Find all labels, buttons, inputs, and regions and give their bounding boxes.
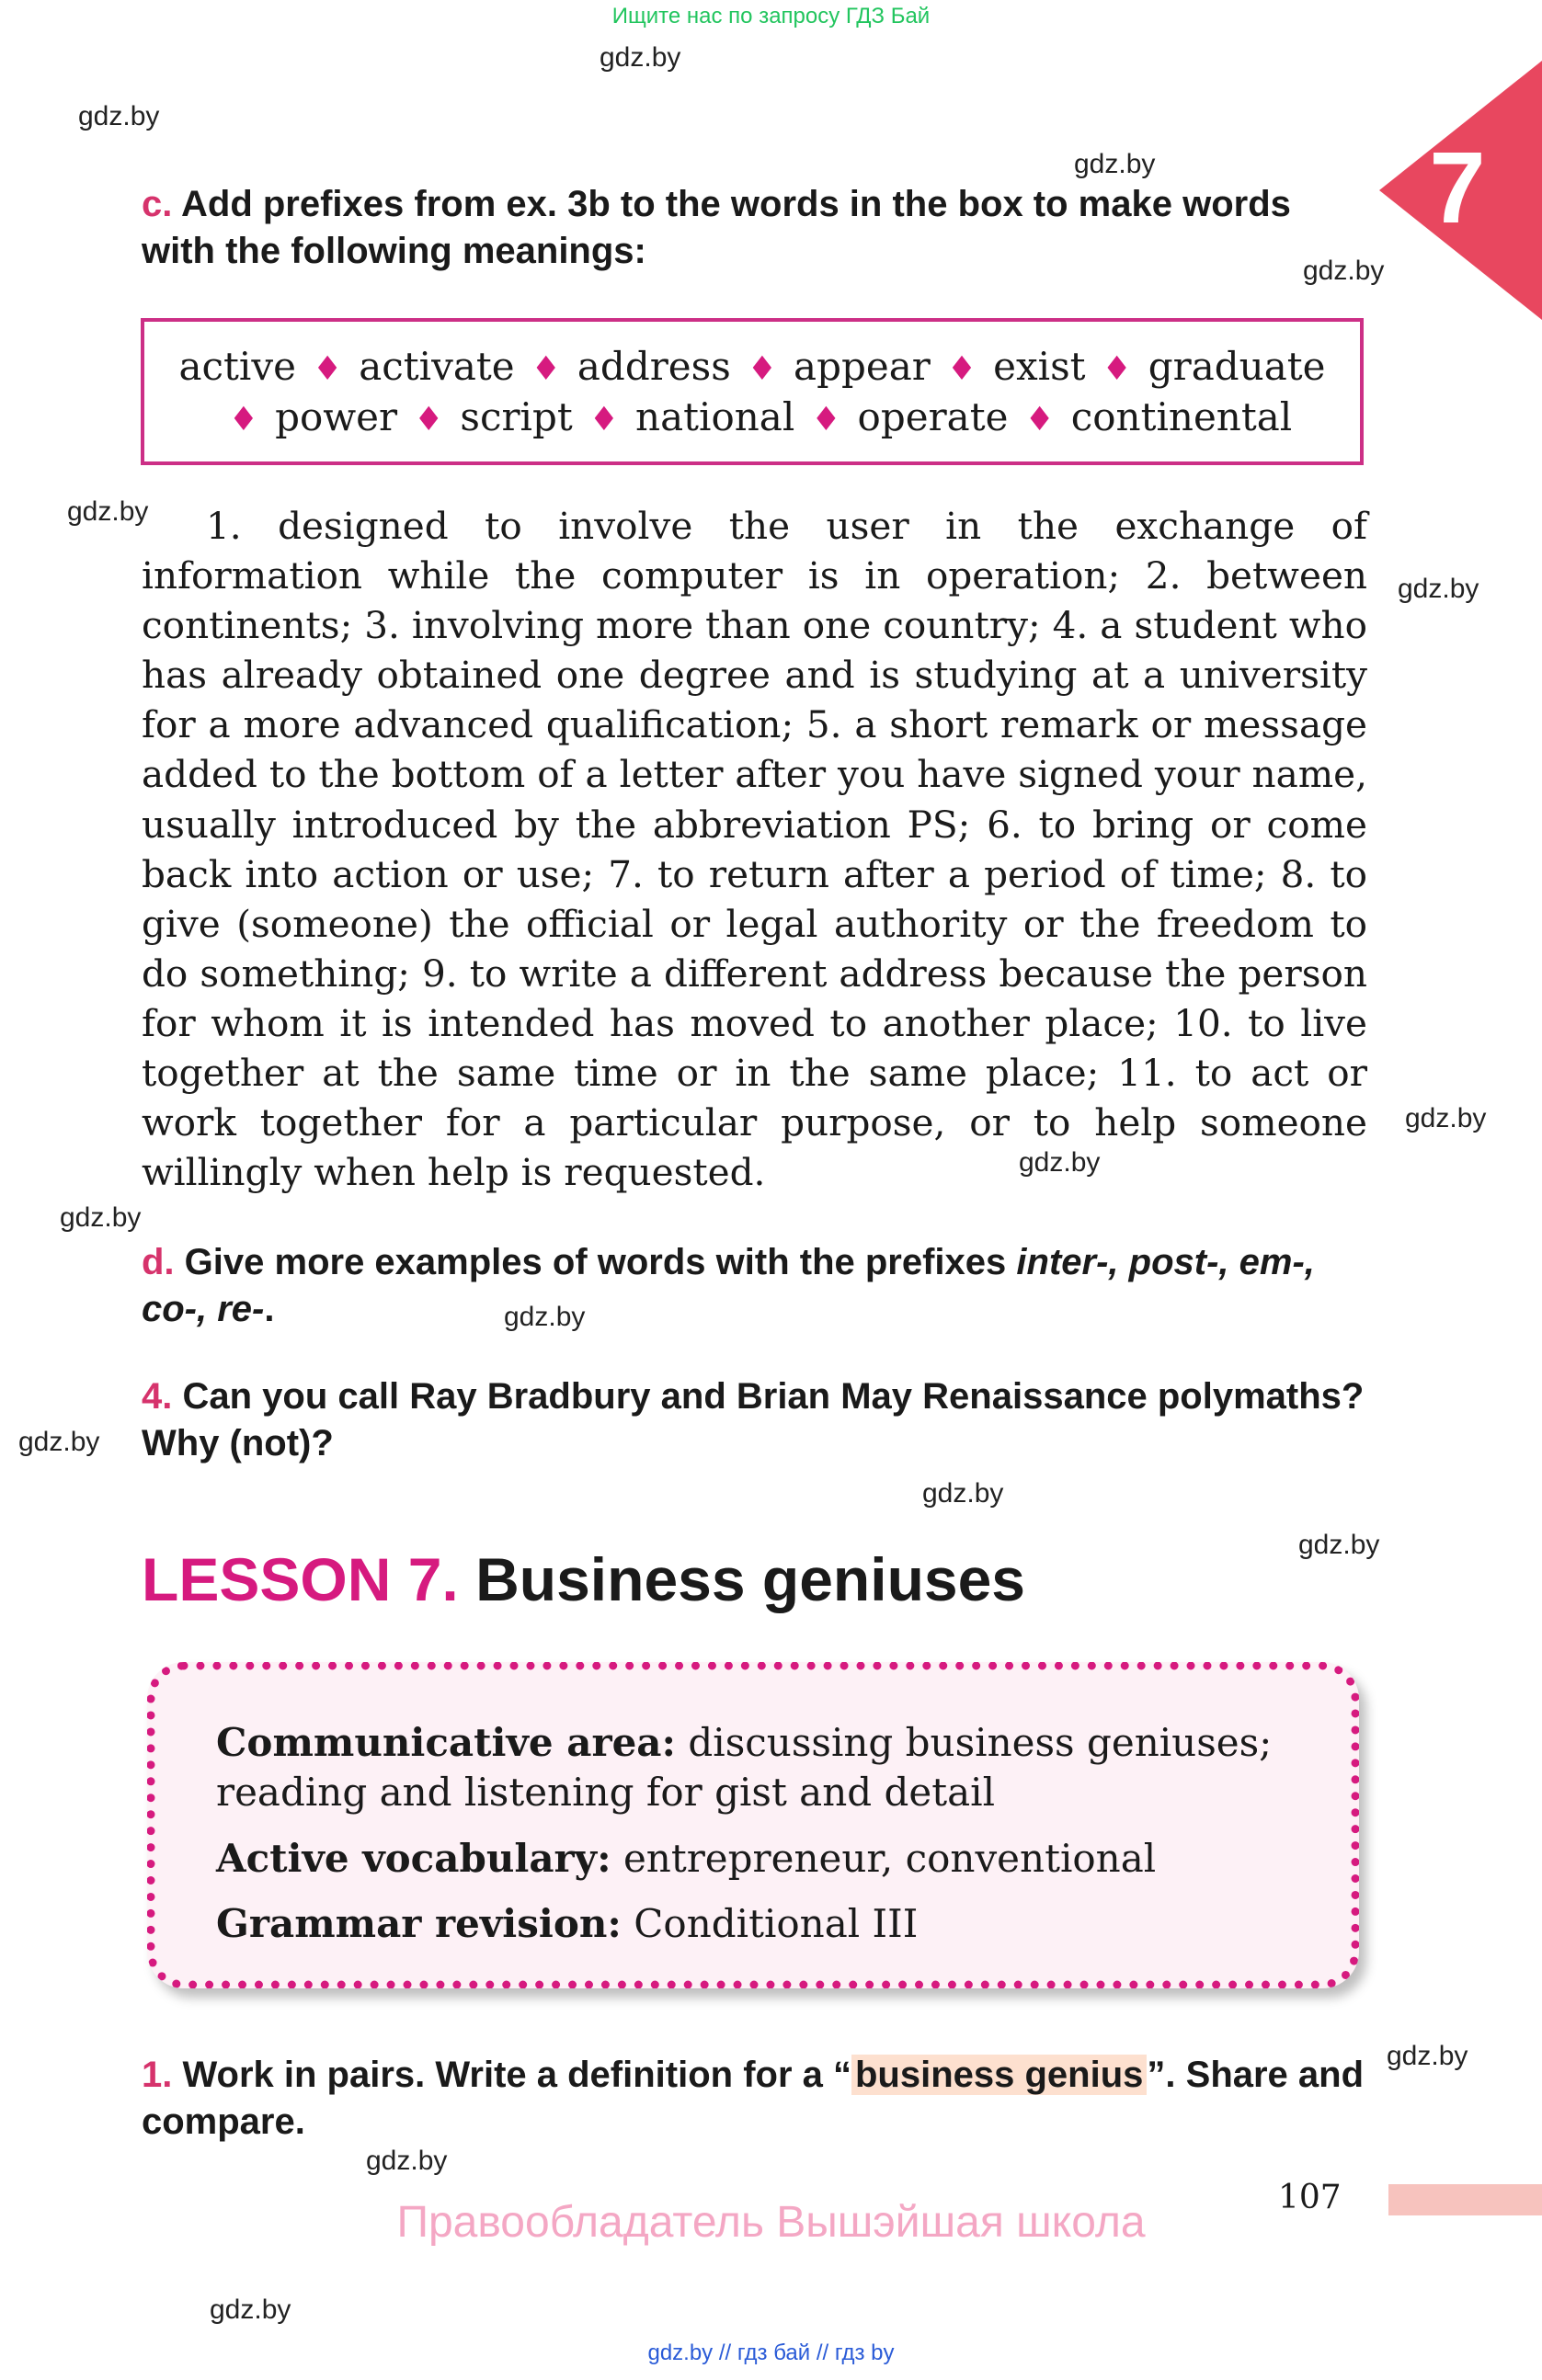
meanings-text: 1. designed to involve the user in the exchange of information while the computer is in operation; 2. between continents; 3. involving more than one country; 4. a student who has already obtained one degree and is studying at a university for a more advanced qualification; 5. a short remark or message added to the bottom of a letter after you have signed your name, usually introduced by the abbreviation PS; 6. to bring or come back into action or use; 7. to return after a period of time; 8. to give (someone) the official or legal authority or the freedom to do something; 9. to write a different address because the person for whom it is intended has moved to another place; 10. to live together at the same time or in the same place; 11. to act or work together for a particular purpose, or to help someone willingly when help is requested.: [142, 504, 1367, 1195]
chapter-number: 7: [1429, 131, 1486, 245]
communicative-label: Communicative area:: [216, 1720, 677, 1765]
task-1: [142, 2052, 1368, 2146]
task-d-end: .: [264, 1289, 275, 1329]
watermark: gdz.by: [922, 1478, 1004, 1509]
active-vocabulary: [216, 1834, 1338, 1884]
watermark: gdz.by: [78, 101, 160, 131]
watermark: gdz.by: [60, 1202, 142, 1233]
word: exist: [993, 344, 1086, 389]
word-box: [141, 318, 1364, 465]
word: active: [178, 344, 296, 389]
task-1-text: Work in pairs. Write a definition for a “: [182, 2055, 851, 2095]
word-box-line-1: [144, 344, 1360, 389]
lesson-title: Business geniuses: [475, 1545, 1026, 1613]
watermark: gdz.by: [504, 1302, 586, 1332]
vocab-label: Active vocabulary:: [216, 1836, 611, 1881]
task-c-text: Add prefixes from ex. 3b to the words in the box to make words with the following meanings:: [142, 184, 1291, 271]
grammar-revision: [216, 1899, 1338, 1949]
word: script: [460, 394, 573, 439]
meanings-paragraph: [142, 501, 1367, 1197]
word: address: [577, 344, 731, 389]
diamond-icon: ♦: [228, 401, 259, 438]
watermark: gdz.by: [67, 496, 149, 527]
watermark: gdz.by: [1074, 149, 1156, 179]
diamond-icon: ♦: [414, 401, 444, 438]
communicative-value: discussing business geniuses; reading and listening for gist and detail: [216, 1720, 1273, 1815]
word: continental: [1070, 394, 1293, 439]
diamond-icon: ♦: [312, 350, 343, 388]
highlight-business-genius: business genius: [851, 2055, 1147, 2095]
word: power: [275, 394, 398, 439]
word-box-line-2: [144, 394, 1360, 439]
lesson-heading: [142, 1544, 1025, 1614]
watermark: gdz.by: [366, 2146, 448, 2176]
task-d-text: Give more examples of words with the prefixes: [184, 1242, 1007, 1282]
page-number: 107: [1278, 2179, 1342, 2216]
grammar-value: Conditional III: [634, 1901, 919, 1946]
task-1-label: 1.: [142, 2055, 173, 2095]
task-1-text-end: ”. Share and compare.: [142, 2055, 1365, 2142]
top-banner[interactable]: Ищите нас по запросу ГДЗ Бай: [611, 4, 931, 28]
watermark: gdz.by: [1019, 1147, 1101, 1178]
diamond-icon: ♦: [531, 350, 561, 388]
grammar-label: Grammar revision:: [216, 1901, 622, 1946]
lesson-number: LESSON 7.: [142, 1545, 459, 1613]
diamond-icon: ♦: [588, 401, 620, 438]
diamond-icon: ♦: [811, 401, 841, 438]
watermark: gdz.by: [210, 2295, 291, 2325]
diamond-icon: ♦: [946, 350, 977, 388]
task-c-label: c.: [142, 184, 173, 224]
diamond-icon: ♦: [1024, 401, 1055, 438]
watermark: gdz.by: [1303, 256, 1385, 286]
communicative-area: [216, 1718, 1338, 1817]
footer-links[interactable]: gdz.by // гдз бай // гдз by: [647, 2340, 895, 2365]
diamond-icon: ♦: [747, 350, 778, 388]
watermark: gdz.by: [1398, 574, 1479, 604]
task-d-label: d.: [142, 1242, 175, 1282]
task-d-prefixes: inter-, post-, em-, co-, re-: [142, 1242, 1315, 1329]
watermark: gdz.by: [18, 1427, 100, 1457]
vocab-value: entrepreneur, conventional: [623, 1836, 1157, 1881]
task-c: [142, 181, 1368, 275]
watermark: gdz.by: [600, 42, 681, 73]
watermark: gdz.by: [1405, 1103, 1487, 1133]
watermark: gdz.by: [1387, 2041, 1468, 2071]
diamond-icon: ♦: [1102, 350, 1132, 388]
word: operate: [857, 394, 1009, 439]
watermark: gdz.by: [1298, 1530, 1380, 1560]
word: appear: [794, 344, 931, 389]
lesson-info-box: [147, 1662, 1359, 1988]
task-d: [142, 1239, 1368, 1333]
word: national: [635, 394, 795, 439]
task-4: [142, 1373, 1368, 1467]
task-4-label: 4.: [142, 1376, 173, 1417]
rights-holder: Правообладатель Вышэйшая школа: [396, 2198, 1146, 2247]
word: activate: [359, 344, 515, 389]
task-4-text: Can you call Ray Bradbury and Brian May Renaissance polymaths? Why (not)?: [142, 1376, 1365, 1463]
word: graduate: [1148, 344, 1326, 389]
